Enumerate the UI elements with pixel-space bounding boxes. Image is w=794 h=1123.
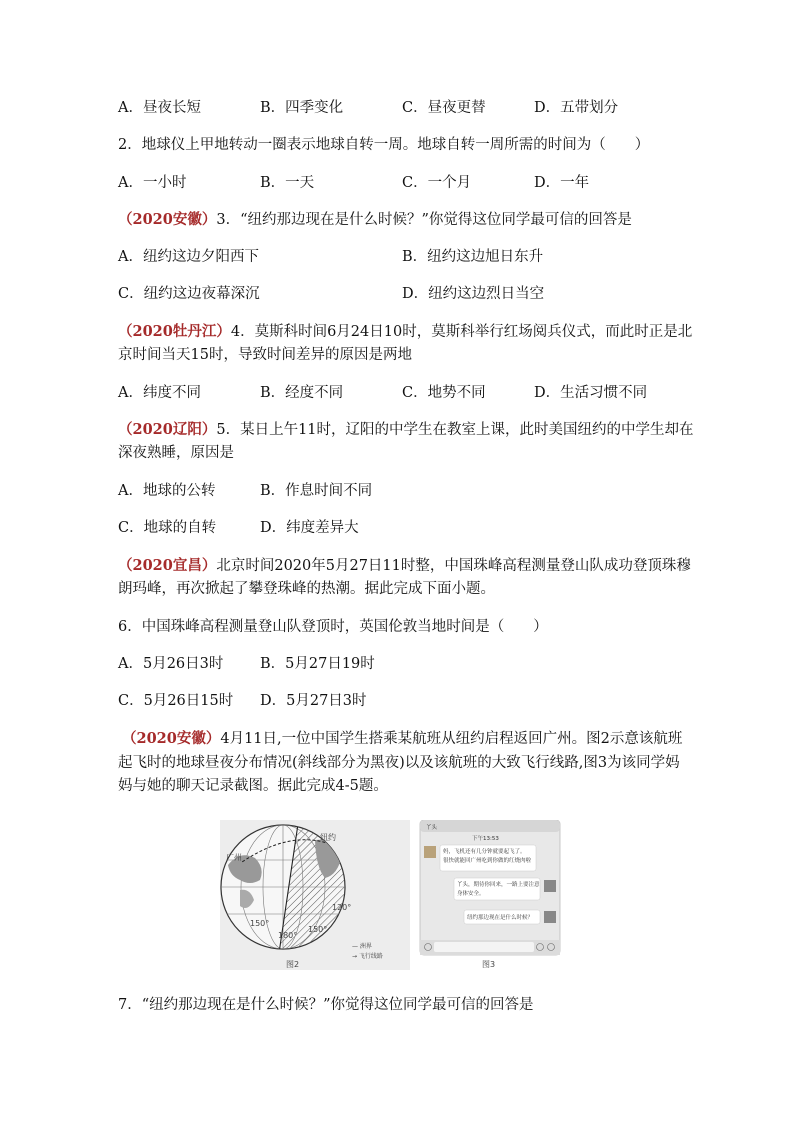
q5-option-d: D．纬度差异大 <box>260 520 359 536</box>
q4-text1: 4．莫斯科时间6月24日10时，莫斯科举行红场阅兵仪式，而此时正是北 <box>230 324 693 340</box>
q7-source: （2020安徽） <box>122 730 221 747</box>
chat-message-1a: 妈，飞机还有几分钟就要起飞了。 <box>443 849 526 855</box>
q6-stem: 6．中国珠峰高程测量登山队登顶时，英国伦敦当地时间是（ ） <box>118 619 548 635</box>
q4-option-d: D．生活习惯不同 <box>534 385 648 401</box>
q4-option-a: A．纬度不同 <box>118 385 201 401</box>
chat-title: 丫头 <box>426 825 438 831</box>
q3-option-d: D．纽约这边烈日当空 <box>402 286 545 302</box>
q5-stem-line2: 深夜熟睡，原因是 <box>118 445 234 461</box>
label-new-york: 纽约 <box>320 833 336 842</box>
q2-stem: 2．地球仪上甲地转动一圈表示地球自转一周。地球自转一周所需的时间为（ ） <box>118 137 650 153</box>
label-guangzhou: 广州 <box>226 853 242 862</box>
q4-source: （2020牡丹江） <box>118 323 231 340</box>
chat-message-2b: 身体安全。 <box>457 891 485 897</box>
q3-text: 3．“纽约那边现在是什么时候？”你觉得这位同学最可信的回答是 <box>216 212 632 228</box>
figure-globe-and-chat <box>220 820 565 970</box>
q2-option-d: D．一年 <box>534 175 590 191</box>
q3-source: （2020安徽） <box>118 211 217 228</box>
q3-option-a: A．纽约这边夕阳西下 <box>118 249 259 265</box>
label-120: 120° <box>332 903 352 912</box>
q2-option-c: C．一个月 <box>402 175 472 191</box>
chat-message-2a: 丫头，期待你回来，一路上要注意 <box>457 882 540 888</box>
label-150w: 150° <box>250 919 270 928</box>
q2-option-b: B．一天 <box>260 175 315 191</box>
chat-message-3: 纽约那边现在是什么时候？ <box>467 915 534 921</box>
legend-boundary: — 洲界 <box>352 943 372 950</box>
q6-intro-line1 <box>118 556 691 576</box>
q3-stem <box>118 210 632 230</box>
q3-option-c: C．纽约这边夜幕深沉 <box>118 286 260 302</box>
q4-stem-line2: 京时间当天15时，导致时间差异的原因是两地 <box>118 347 412 363</box>
label-180: 180° <box>278 931 298 940</box>
q7-stem: 7．“纽约那边现在是什么时候？”你觉得这位同学最可信的回答是 <box>118 997 534 1013</box>
q2-option-a: A．一小时 <box>118 175 187 191</box>
q6-source: （2020宜昌） <box>118 557 217 574</box>
q7-intro-line3: 妈与她的聊天记录截图。据此完成4-5题。 <box>118 778 388 794</box>
q7-intro-line2: 起飞时的地球昼夜分布情况(斜线部分为黑夜)以及该航班的大致飞行线路,图3为该同学妈 <box>118 755 680 771</box>
q4-stem-line1 <box>118 322 692 342</box>
q5-text1: 5．某日上午11时，辽阳的中学生在教室上课，此时美国纽约的中学生却在 <box>216 422 694 438</box>
q6-option-d: D．5月27日3时 <box>260 693 367 709</box>
q6-intro-line2: 朗玛峰，再次掀起了攀登珠峰的热潮。据此完成下面小题。 <box>118 581 495 597</box>
q5-option-a: A．地球的公转 <box>118 483 216 499</box>
message-input <box>434 942 534 952</box>
q5-option-c: C．地球的自转 <box>118 520 217 536</box>
q5-source: （2020辽阳） <box>118 421 217 438</box>
q6-option-a: A．5月26日3时 <box>118 656 224 672</box>
q7-intro-line1 <box>122 729 682 749</box>
q1-option-a: A．昼夜长短 <box>118 100 201 116</box>
q3-option-b: B．纽约这边旭日东升 <box>402 249 544 265</box>
legend-route: → 飞行线路 <box>352 953 383 960</box>
q1-option-c: C．昼夜更替 <box>402 100 486 116</box>
q5-option-b: B．作息时间不同 <box>260 483 373 499</box>
chat-time: 下午13:53 <box>472 836 499 842</box>
q1-option-b: B．四季变化 <box>260 100 344 116</box>
label-150e: 150° <box>308 925 328 934</box>
q4-option-b: B．经度不同 <box>260 385 344 401</box>
q7-intro-text1: 4月11日,一位中国学生搭乘某航班从纽约启程返回广州。图2示意该航班 <box>220 731 683 747</box>
q1-option-d: D．五带划分 <box>534 100 619 116</box>
q5-stem-line1 <box>118 420 694 440</box>
fig3-caption: 图3 <box>482 960 496 969</box>
q6-intro-text1: 北京时间2020年5月27日11时整，中国珠峰高程测量登山队成功登顶珠穆 <box>216 558 691 574</box>
chat-screenshot <box>420 820 560 955</box>
avatar <box>424 846 436 858</box>
q4-option-c: C．地势不同 <box>402 385 486 401</box>
fig2-caption: 图2 <box>286 960 300 969</box>
chat-message-1b: 很快就能回广州吃到你做的红烧肉啦 <box>443 858 532 864</box>
avatar <box>544 880 556 892</box>
avatar <box>544 911 556 923</box>
q6-option-c: C．5月26日15时 <box>118 693 234 709</box>
q6-option-b: B．5月27日19时 <box>260 656 375 672</box>
